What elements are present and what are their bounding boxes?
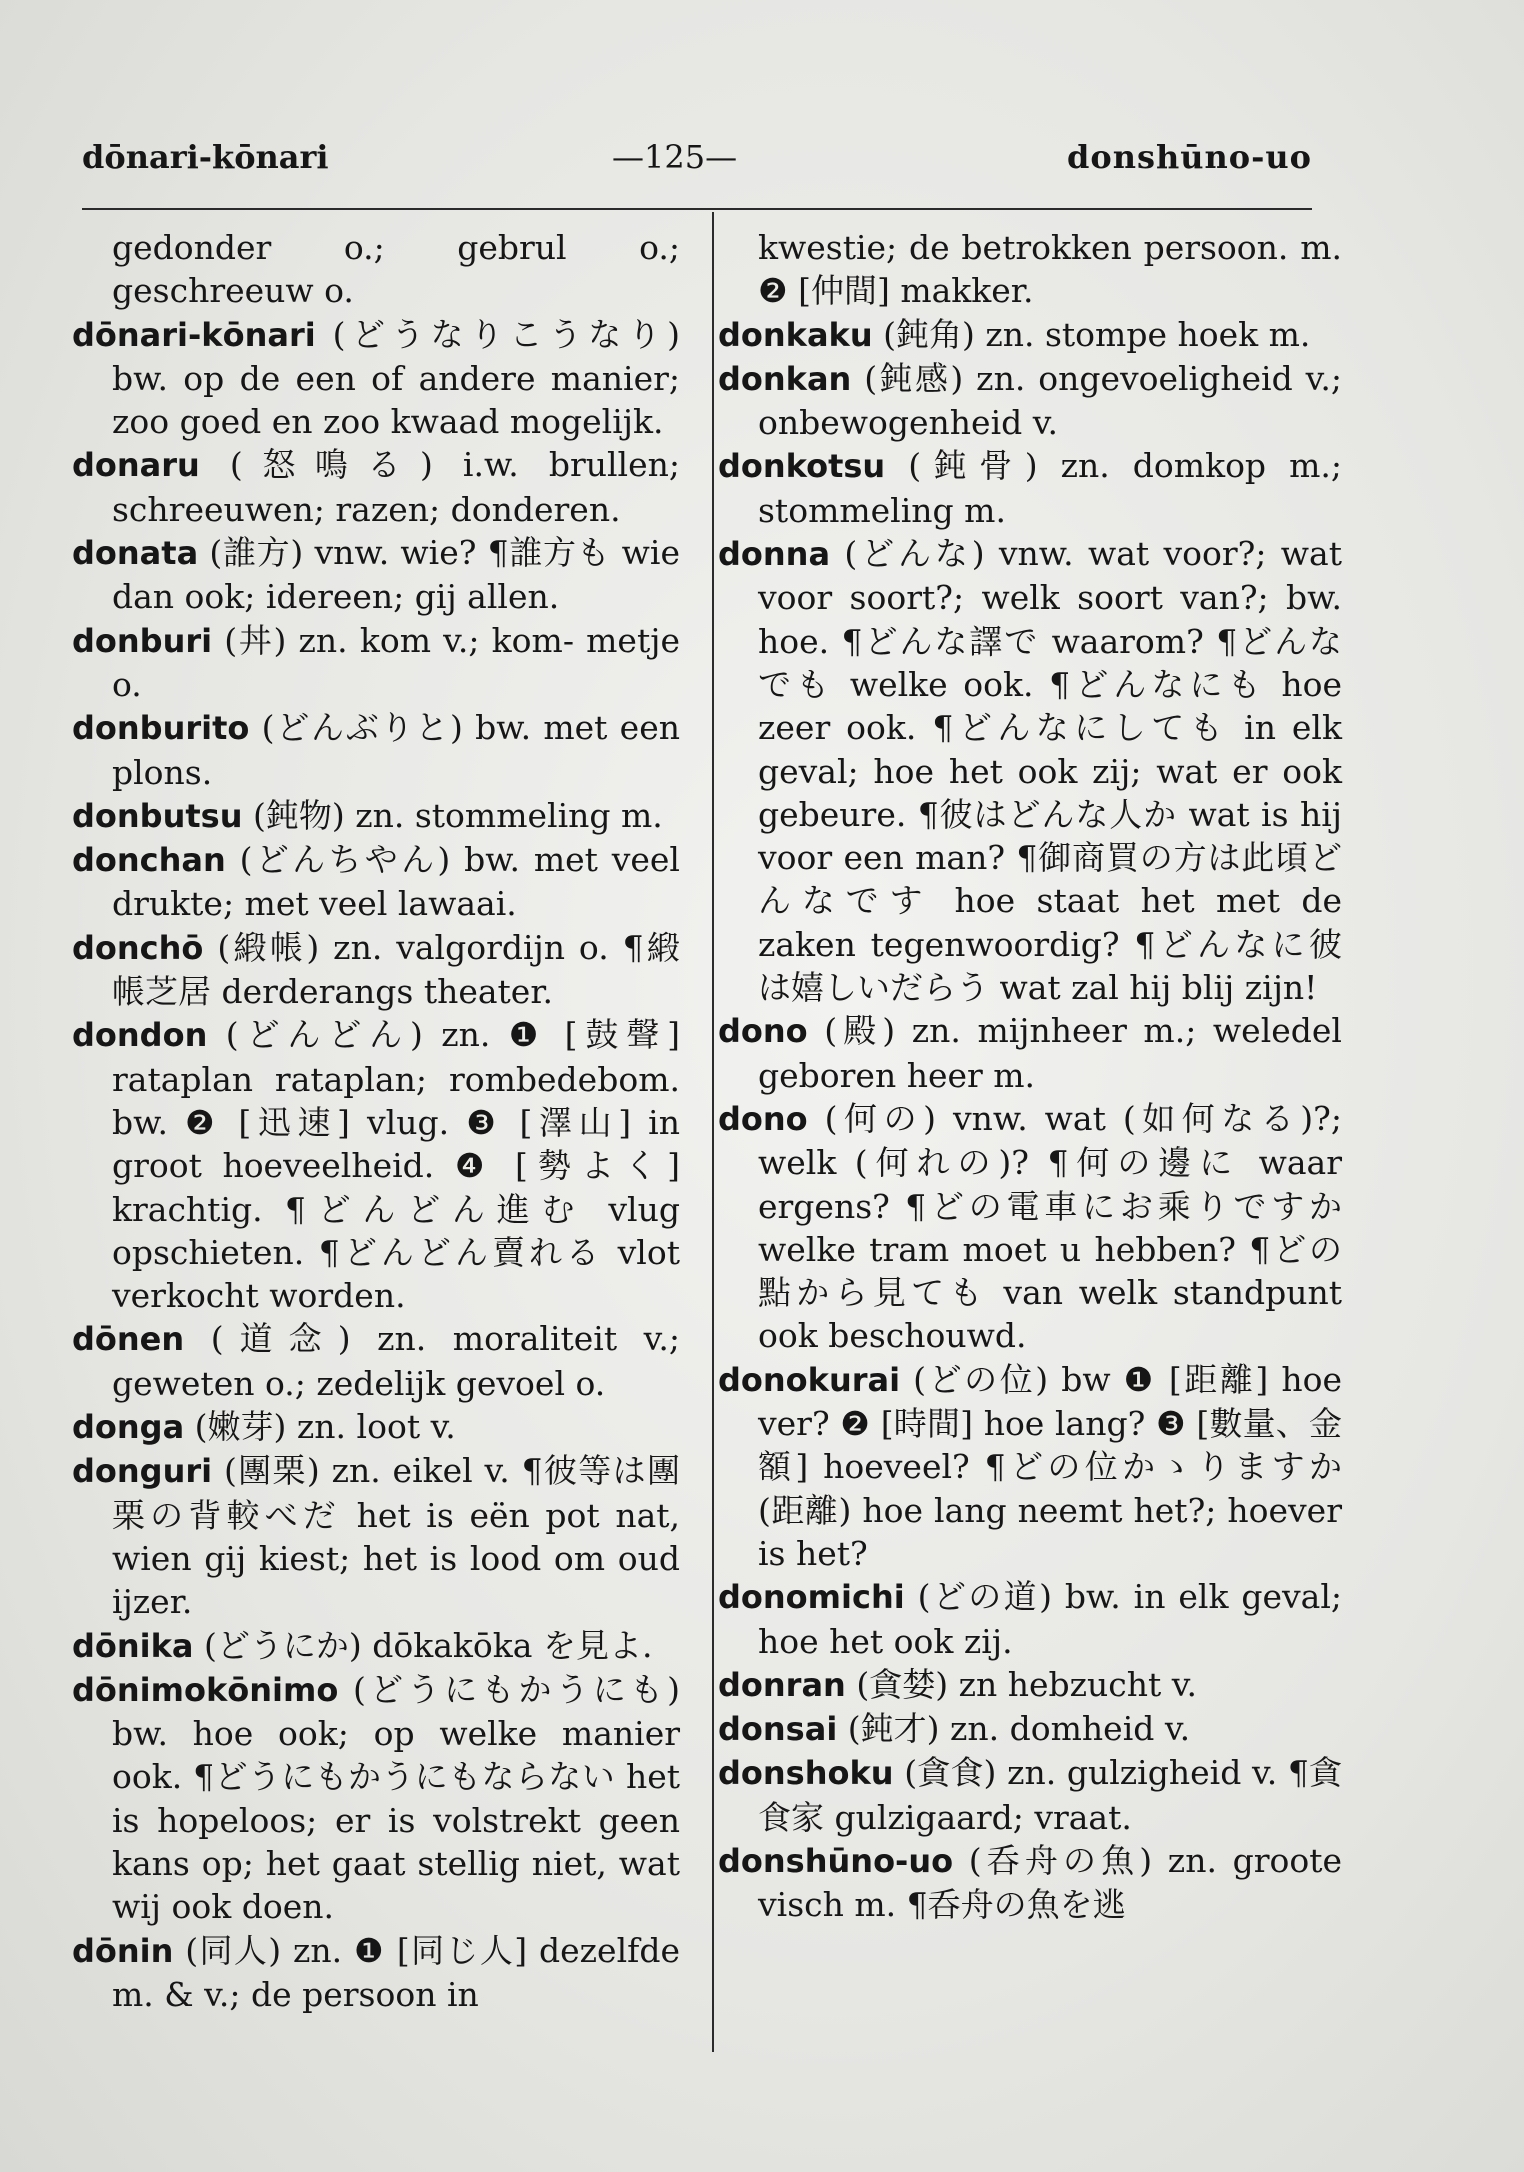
- dictionary-entry: [72, 706, 680, 794]
- dictionary-entry: [718, 444, 1342, 532]
- entry-headword: donchan: [72, 841, 226, 880]
- entry-definition: (貪婪) zn hebzucht v.: [856, 1664, 1197, 1704]
- dictionary-entry: [718, 1839, 1342, 1927]
- right-column: [718, 226, 1342, 1927]
- dictionary-entry: [718, 1097, 1342, 1358]
- entry-definition: (何の) vnw. wat (如何なる)?; welk (何れの)? ¶何の邊に waar ergens? ¶どの電車にお乘りですか welke tram moet u hebben? ¶どの點から見ても van welk standpunt ook beschouwd.: [758, 1098, 1342, 1356]
- header-rule: [82, 208, 1312, 210]
- entry-headword: donkotsu: [718, 447, 886, 486]
- entry-headword: donata: [72, 534, 199, 573]
- entry-headword: donkaku: [718, 315, 873, 354]
- dictionary-entry: [72, 1405, 680, 1449]
- entry-headword: donran: [718, 1665, 846, 1704]
- entry-definition: (どんどん) zn. ❶ [鼓聲] rataplan rataplan; rombedebom. bw. ❷ [迅速] vlug. ❸ [澤山] in groot hoeveelheid. ❹ [勢よく] krachtig. ¶どんどん進む vlug opschieten. ¶どんどん賣れる vlot verkocht worden.: [112, 1015, 680, 1316]
- entry-headword: donkan: [718, 359, 852, 398]
- dictionary-entry: [72, 1013, 680, 1317]
- entry-definition: (鈍骨) zn. domkop m.; stommeling m.: [758, 446, 1342, 530]
- dictionary-entry: [72, 1668, 680, 1929]
- entry-headword: donchō: [72, 928, 204, 967]
- dictionary-entry: [72, 926, 680, 1014]
- entry-definition: (どうにもかうにも) bw. hoe ook; op welke manier ook. ¶どうにもかうにもならない het is hopeloos; er is volstrekt geen kans op; het gaat stellig niet, wat wij ook doen.: [112, 1669, 680, 1927]
- entry-definition: (どんちやん) bw. met veel drukte; met veel lawaai.: [112, 840, 680, 924]
- entry-definition: (同人) zn. ❶ [同じ人] dezelfde m. & v.; de persoon in: [112, 1930, 680, 2014]
- entry-definition: (貪食) zn. gulzigheid v. ¶貪食家 gulzigaard; vraat.: [758, 1753, 1342, 1837]
- entry-definition: (どんぶりと) bw. met een plons.: [112, 708, 680, 792]
- dictionary-entry: [72, 313, 680, 444]
- running-head-right: donshūno-uo: [1066, 138, 1312, 176]
- entry-headword: donshūno-uo: [718, 1841, 954, 1880]
- page-number: —125—: [612, 138, 738, 176]
- running-head-left: dōnari-kōnari: [82, 138, 329, 176]
- column-divider: [712, 212, 714, 2052]
- dictionary-entry: [72, 1624, 680, 1668]
- entry-headword: dono: [718, 1099, 808, 1138]
- dictionary-entry: [72, 531, 680, 619]
- dictionary-entry: [72, 794, 680, 838]
- entry-headword: dōnen: [72, 1320, 185, 1359]
- entry-definition: (團栗) zn. eikel v. ¶彼等は團栗の背較べだ het is eën pot nat, wien gij kiest; het is lood om oud ijzer.: [112, 1451, 680, 1622]
- entry-definition: (鈍角) zn. stompe hoek m.: [883, 314, 1311, 354]
- left-column: [72, 226, 680, 2016]
- entry-definition: (緞帳) zn. valgordijn o. ¶緞帳芝居 derderangs theater.: [112, 927, 680, 1012]
- dictionary-entry: [718, 313, 1342, 357]
- entry-definition: (丼) zn. kom v.; kom- metje o.: [112, 620, 680, 704]
- dictionary-entry: [72, 1449, 680, 1623]
- entry-headword: donna: [718, 535, 831, 574]
- entry-headword: donaru: [72, 446, 200, 485]
- entry-headword: dono: [718, 1012, 808, 1051]
- entry-headword: donomichi: [718, 1578, 905, 1617]
- entry-definition: (鈍物) zn. stommeling m.: [252, 795, 663, 835]
- entry-headword: donguri: [72, 1452, 213, 1491]
- dictionary-entry: [718, 1575, 1342, 1663]
- dictionary-entry: [72, 443, 680, 531]
- dictionary-entry: [718, 1358, 1342, 1575]
- dictionary-entry: [718, 1751, 1342, 1839]
- entry-definition: (呑舟の魚) zn. groote visch m. ¶呑舟の魚を逃: [758, 1840, 1342, 1925]
- dictionary-entry: [72, 619, 680, 707]
- entry-headword: donokurai: [718, 1360, 901, 1399]
- dictionary-entry: [72, 1317, 680, 1405]
- entry-definition: (どの位) bw ❶ [距離] hoe ver? ❷ [時間] hoe lang? ❸ [數量、金額] hoeveel? ¶どの位かゝりますか (距離) hoe lang neemt het?; hoever is het?: [758, 1359, 1342, 1573]
- entry-definition: gedonder o.; gebrul o.; geschreeuw o.: [112, 228, 680, 311]
- dictionary-entry: [718, 1009, 1342, 1097]
- entry-definition: (どうなりこうなり) bw. op de een of andere manier; zoo goed en zoo kwaad mogelijk.: [112, 314, 680, 442]
- entry-definition: kwestie; de betrokken persoon. m. ❷ [仲間] makker.: [758, 228, 1342, 311]
- entry-headword: donshoku: [718, 1754, 894, 1793]
- entry-continuation: [72, 226, 680, 313]
- entry-definition: (道念) zn. moraliteit v.; geweten o.; zedelijk gevoel o.: [112, 1319, 680, 1403]
- entry-definition: (誰方) vnw. wie? ¶誰方も wie dan ook; idereen; gij allen.: [112, 533, 680, 617]
- entry-definition: (鈍才) zn. domheid v.: [847, 1709, 1191, 1749]
- entry-headword: donburito: [72, 709, 250, 748]
- dictionary-entry: [718, 532, 1342, 1009]
- entry-headword: dōnin: [72, 1931, 174, 1970]
- entry-headword: donbutsu: [72, 796, 243, 835]
- entry-headword: donga: [72, 1408, 185, 1447]
- dictionary-entry: [718, 1663, 1342, 1707]
- entry-definition: (どの道) bw. in elk geval; hoe het ook zij.: [758, 1577, 1343, 1661]
- entry-definition: (どうにか) dōkakōka を見よ.: [204, 1625, 653, 1665]
- entry-continuation: [718, 226, 1342, 313]
- dictionary-entry: [72, 1929, 680, 2017]
- entry-headword: dondon: [72, 1016, 208, 1055]
- entry-definition: (嫩芽) zn. loot v.: [194, 1407, 456, 1447]
- entry-headword: donburi: [72, 621, 213, 660]
- dictionary-entry: [718, 357, 1342, 445]
- entry-definition: (殿) zn. mijnheer m.; weledel geboren heer m.: [758, 1011, 1342, 1095]
- entry-definition: (どんな) vnw. wat voor?; wat voor soort?; welk soort van?; bw. hoe. ¶どんな譯で waarom? ¶どんなでも welke ook. ¶どんなにも hoe zeer ook. ¶どんなにしても in elk geval; hoe het ook zij; wat er ook gebeure. ¶彼はどんな人か wat is hij voor een man? ¶御商買の方は此頃どんなです hoe staat het met de zaken tegenwoordig? ¶どんなに彼は嬉しいだらう wat zal hij blij zijn!: [758, 534, 1342, 1008]
- entry-headword: dōnari-kōnari: [72, 315, 316, 354]
- dictionary-entry: [72, 838, 680, 926]
- entry-headword: donsai: [718, 1710, 838, 1749]
- entry-headword: dōnimokōnimo: [72, 1670, 339, 1709]
- entry-definition: (怒鳴る) i.w. brullen; schreeuwen; razen; donderen.: [112, 445, 680, 529]
- dictionary-entry: [718, 1707, 1342, 1751]
- entry-headword: dōnika: [72, 1626, 194, 1665]
- entry-definition: (鈍感) zn. ongevoeligheid v.; onbewogenheid v.: [758, 358, 1342, 443]
